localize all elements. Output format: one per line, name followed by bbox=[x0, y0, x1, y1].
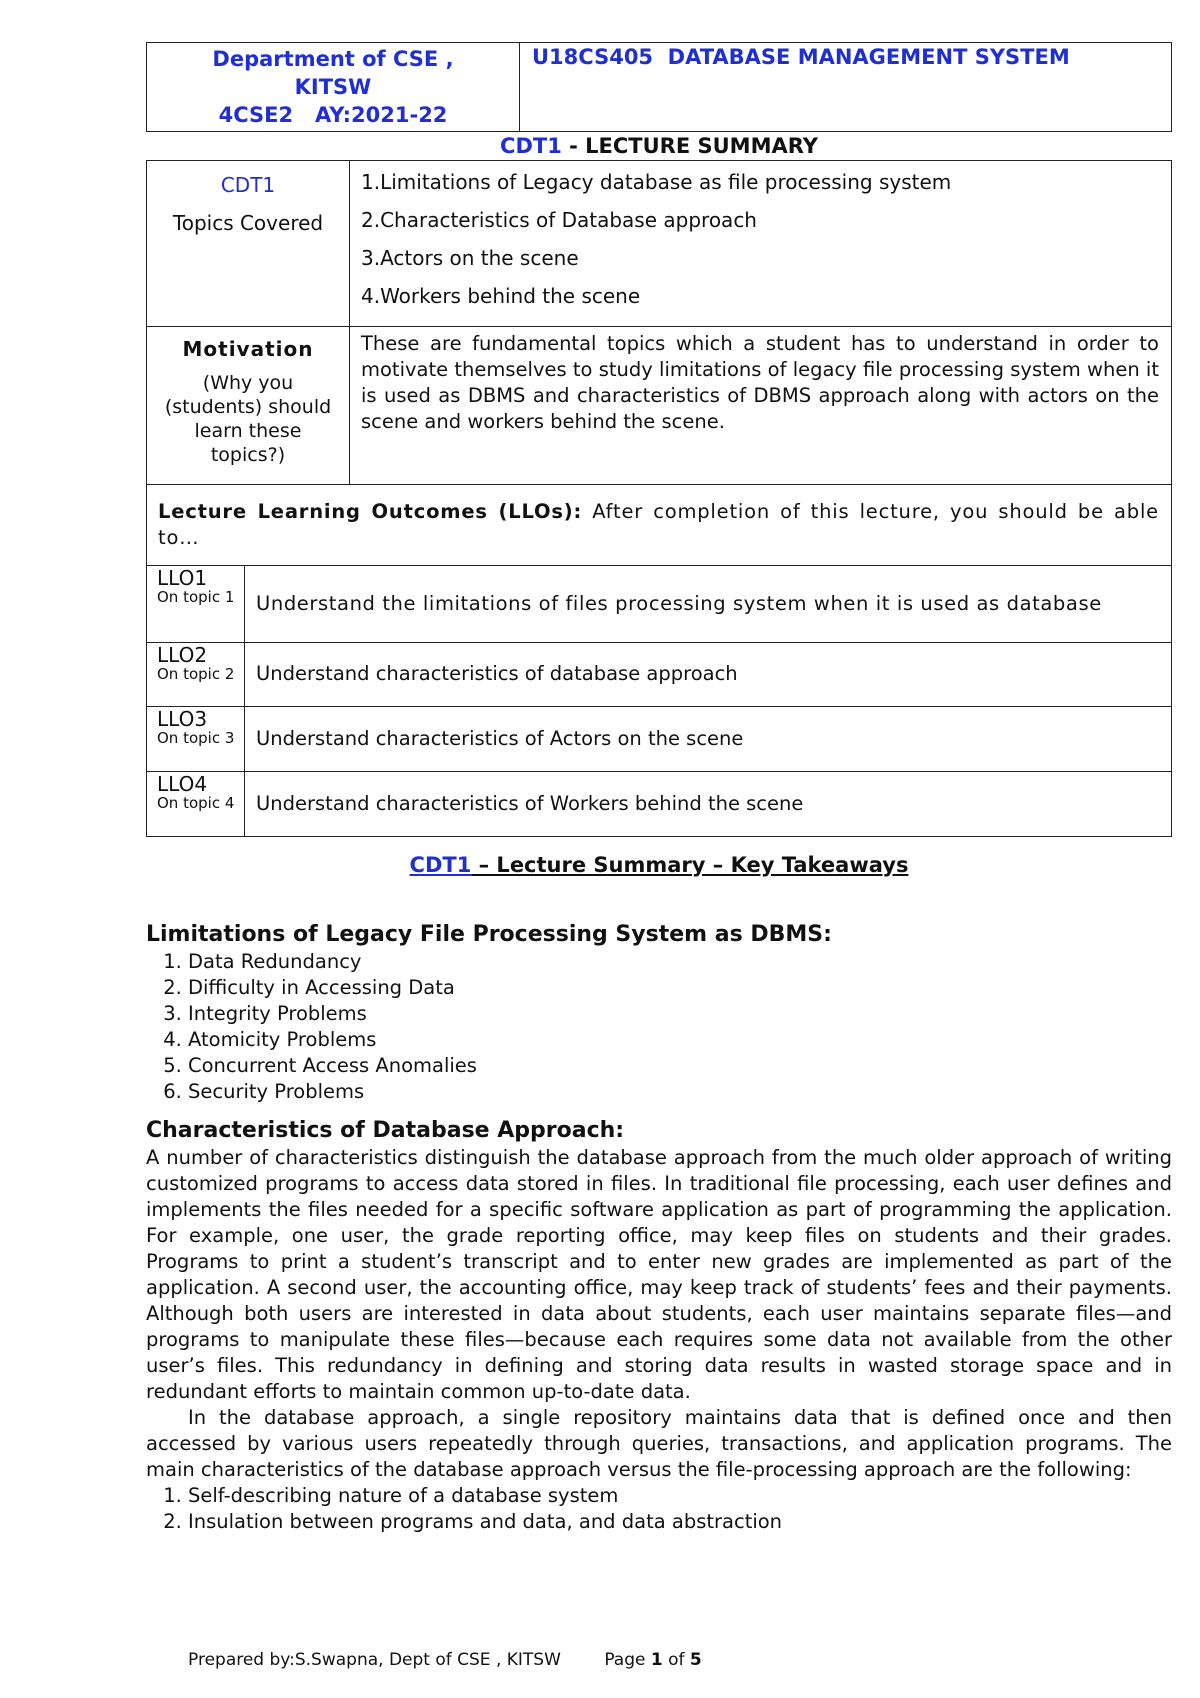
list-item: 1. Data Redundancy bbox=[188, 949, 1172, 975]
topic-item: 1.Limitations of Legacy database as file processing system bbox=[361, 170, 952, 194]
llo-id-cell bbox=[147, 642, 245, 706]
llo-text: Understand characteristics of database approach bbox=[245, 642, 1172, 706]
takeaways-code: CDT1 bbox=[409, 852, 472, 877]
llo-code: LLO1 bbox=[157, 565, 208, 590]
dept-line2: KITSW bbox=[294, 75, 372, 99]
topics-label: Topics Covered bbox=[172, 211, 324, 235]
llo-text: Understand characteristics of Workers behind the scene bbox=[245, 771, 1172, 836]
page-footer bbox=[188, 1650, 702, 1670]
llo-topic: On topic 4 bbox=[157, 793, 235, 812]
list-item: 3. Integrity Problems bbox=[188, 1001, 1172, 1027]
topics-label-cell bbox=[147, 161, 350, 327]
of-word: of bbox=[662, 1650, 690, 1670]
llo-topic: On topic 1 bbox=[157, 587, 235, 606]
list-item: 6. Security Problems bbox=[188, 1079, 1172, 1105]
prepared-by: Prepared by:S.Swapna, Dept of CSE , KITSW bbox=[188, 1650, 561, 1670]
llo-text: Understand the limitations of files processing system when it is used as database bbox=[245, 565, 1172, 642]
llo-code: LLO4 bbox=[157, 771, 208, 796]
lecture-summary-title bbox=[146, 132, 1172, 160]
llo-topic: On topic 3 bbox=[157, 728, 235, 747]
course-title: U18CS405 DATABASE MANAGEMENT SYSTEM bbox=[520, 43, 1172, 132]
motivation-text: These are fundamental topics which a student has to understand in order to motivate themselves to study limitations of legacy file processing system when it is used as DBMS and characteristics of DBMS approach along with actors on the scene and workers behind the scene. bbox=[350, 327, 1172, 485]
document-page bbox=[146, 42, 1172, 1535]
llo-table bbox=[146, 565, 1172, 837]
llo-text: Understand characteristics of Actors on the scene bbox=[245, 706, 1172, 771]
list-item: 2. Difficulty in Accessing Data bbox=[188, 975, 1172, 1001]
page-number bbox=[604, 1650, 701, 1670]
topic-item: 4.Workers behind the scene bbox=[361, 284, 641, 308]
takeaways-text: – Lecture Summary – Key Takeaways bbox=[471, 852, 909, 877]
llo-id-cell bbox=[147, 706, 245, 771]
summary-title-text: - LECTURE SUMMARY bbox=[561, 134, 818, 158]
llo-id-cell bbox=[147, 565, 245, 642]
header-table bbox=[146, 42, 1172, 132]
page-total: 5 bbox=[689, 1650, 702, 1670]
page-current: 1 bbox=[650, 1650, 663, 1670]
department-cell bbox=[147, 43, 520, 132]
llo-intro-text: After completion of this lecture, you should be able to… bbox=[158, 500, 1159, 549]
limitations-heading: Limitations of Legacy File Processing System as DBMS: bbox=[146, 921, 832, 947]
topics-table bbox=[146, 160, 1172, 566]
motivation-label-cell bbox=[147, 327, 350, 485]
topics-code: CDT1 bbox=[220, 173, 276, 197]
llo-intro-heading: Lecture Learning Outcomes (LLOs): bbox=[158, 500, 583, 523]
llo-code: LLO3 bbox=[157, 706, 208, 731]
list-item: 4. Atomicity Problems bbox=[188, 1027, 1172, 1053]
list-item: 5. Concurrent Access Anomalies bbox=[188, 1053, 1172, 1079]
topics-list bbox=[350, 161, 1172, 327]
characteristics-heading: Characteristics of Database Approach: bbox=[146, 1117, 625, 1143]
dept-line3: 4CSE2 AY:2021-22 bbox=[218, 103, 448, 127]
key-takeaways-title bbox=[146, 851, 1172, 879]
llo-topic: On topic 2 bbox=[157, 664, 235, 683]
llo-intro bbox=[147, 485, 1172, 566]
topic-item: 2.Characteristics of Database approach bbox=[361, 208, 757, 232]
characteristics-list bbox=[146, 1483, 1172, 1535]
limitations-list bbox=[146, 949, 1172, 1105]
summary-code: CDT1 bbox=[500, 134, 562, 158]
list-item: 2. Insulation between programs and data, and data abstraction bbox=[188, 1509, 1172, 1535]
motivation-subtitle: (Why you (students) should learn these topics?) bbox=[164, 372, 332, 466]
llo-code: LLO2 bbox=[157, 642, 208, 667]
page-word: Page bbox=[604, 1650, 651, 1670]
list-item: 1. Self-describing nature of a database system bbox=[188, 1483, 1172, 1509]
motivation-heading: Motivation bbox=[182, 337, 314, 361]
characteristics-paragraph-1: A number of characteristics distinguish the database approach from the much older approach of writing customized programs to access data stored in files. In traditional file processing, each user defines and implements the files needed for a specific software application as part of programming the application. For example, one user, the grade reporting office, may keep files on students and their grades. Programs to print a student’s transcript and to enter new grades are implemented as part of the application. A second user, the accounting office, may keep track of students’ fees and their payments. Although both users are interested in data about students, each user maintains separate files—and programs to manipulate these files—because each requires some data not available from the other user’s files. This redundancy in defining and storing data results in wasted storage space and in redundant efforts to maintain common up-to-date data. bbox=[146, 1145, 1172, 1403]
dept-line1: Department of CSE , bbox=[212, 47, 454, 71]
characteristics-paragraph-2: In the database approach, a single repository maintains data that is defined once and then accessed by various users repeatedly through queries, transactions, and application programs. The main characteristics of the database approach versus the file-processing approach are the following: bbox=[146, 1405, 1172, 1481]
topic-item: 3.Actors on the scene bbox=[361, 246, 579, 270]
llo-id-cell bbox=[147, 771, 245, 836]
